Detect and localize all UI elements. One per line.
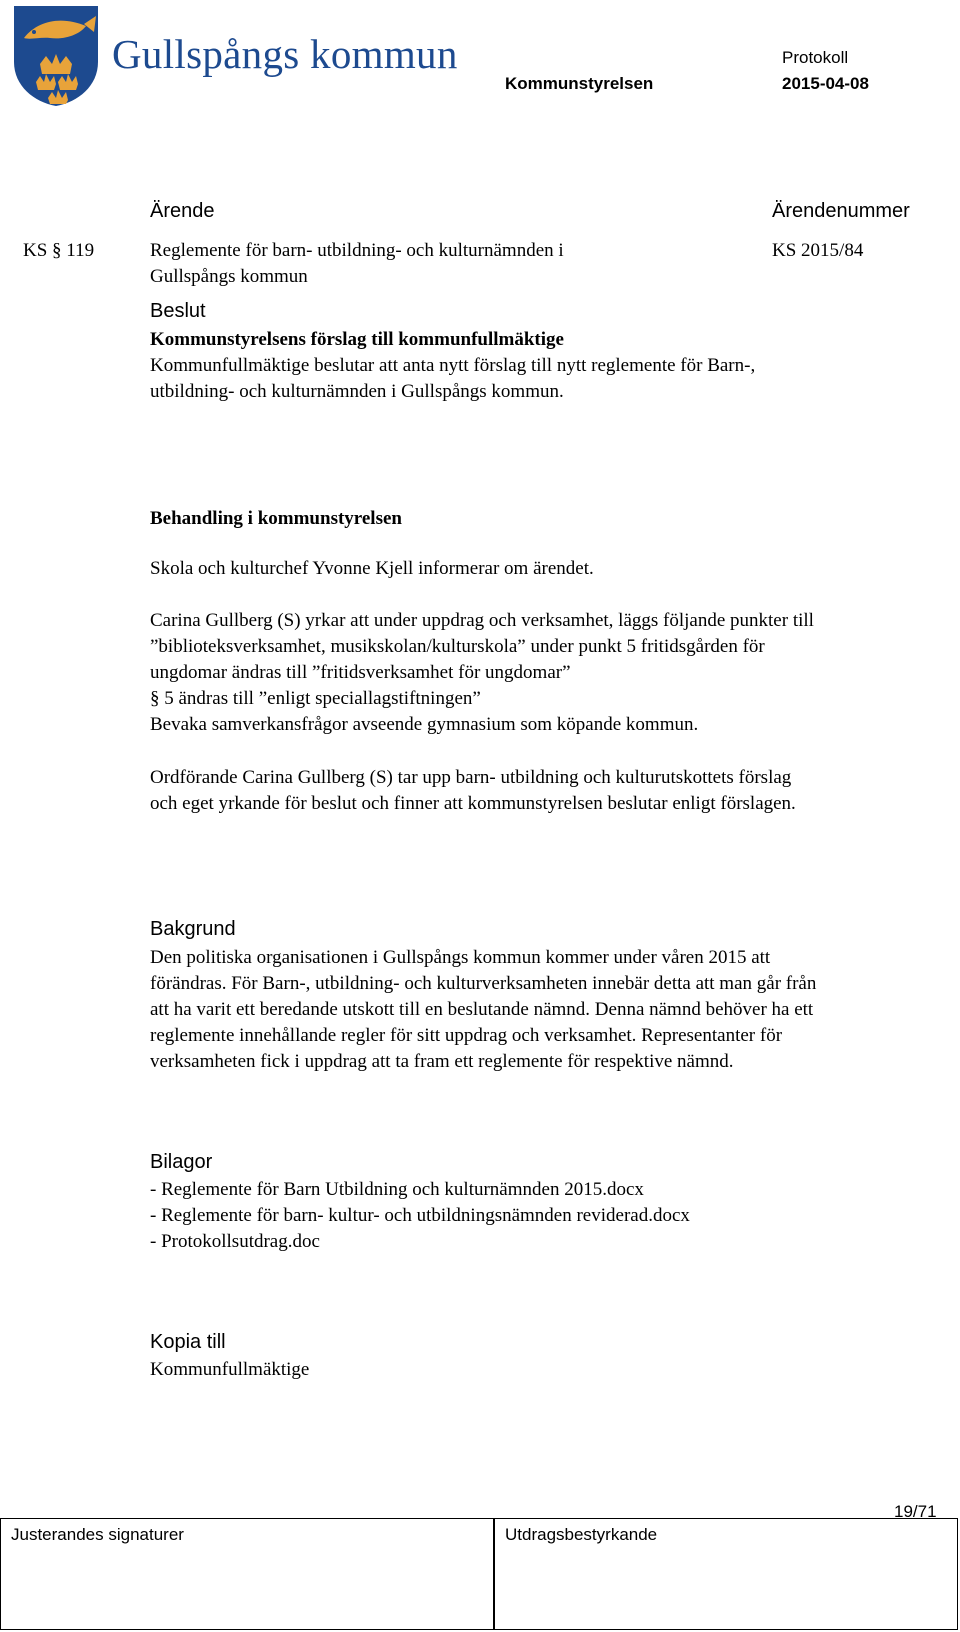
decision-heading: Kommunstyrelsens förslag till kommunfullmäktige [150,329,564,350]
background-line: att ha varit ett beredande utskott till en beslutande nämnd. Denna nämnd behöver ha ett [150,999,814,1020]
background-line: reglemente innehållande regler för sitt uppdrag och verksamhet. Representanter för [150,1025,783,1046]
copy-to-label: Kopia till [150,1331,226,1353]
chair-statement-line: och eget yrkande för beslut och finner att kommunstyrelsen beslutar enligt förslagen. [150,793,796,814]
attachments-label: Bilagor [150,1151,213,1173]
signature-box-divider [493,1519,495,1629]
attachment-item: - Reglemente för barn- kultur- och utbildningsnämnden reviderad.docx [150,1205,690,1226]
case-title-line: Reglemente för barn- utbildning- och kulturnämnden i [150,240,564,261]
signature-box [0,1518,958,1630]
decision-section [150,327,940,405]
copy-recipient: Kommunfullmäktige [150,1359,310,1380]
case-label: Ärende [150,200,215,222]
decision-label: Beslut [150,300,206,322]
background-text [150,945,940,1075]
case-number-label: Ärendenummer [772,200,910,222]
chair-statement-line: Ordförande Carina Gullberg (S) tar upp barn- utbildning och kulturutskottets förslag [150,767,792,788]
attachment-item: - Protokollsutdrag.doc [150,1231,320,1252]
decision-text-line: utbildning- och kulturnämnden i Gullspångs kommun. [150,381,564,402]
document-type: Protokoll [782,48,849,67]
chair-statement [150,765,940,817]
handling-paragraph: Skola och kulturchef Yvonne Kjell informerar om ärendet. [150,558,594,579]
meeting-date: 2015-04-08 [782,74,869,93]
proposal-line: § 5 ändras till ”enligt speciallagstiftningen” [150,688,481,709]
decision-text-line: Kommunfullmäktige beslutar att anta nytt förslag till nytt reglemente för Barn-, [150,355,756,376]
background-line: Den politiska organisationen i Gullspångs kommun kommer under våren 2015 att [150,947,771,968]
case-number: KS 2015/84 [772,240,864,261]
proposal-line: Bevaka samverkansfrågor avseende gymnasium som köpande kommun. [150,714,699,735]
organization-name: Gullspångs kommun [112,31,458,77]
attachments-list [150,1177,940,1255]
background-line: förändras. För Barn-, utbildning- och kulturverksamheten innebär detta att man går från [150,973,817,994]
signatures-label: Justerandes signaturer [11,1525,184,1544]
handling-heading: Behandling i kommunstyrelsen [150,508,402,529]
extract-certification-label: Utdragsbestyrkande [505,1525,658,1544]
page-number: 19/71 [894,1502,937,1521]
background-line: verksamheten fick i uppdrag att ta fram ett reglemente för respektive nämnd. [150,1051,734,1072]
proposal-line: ungdomar ändras till ”fritidsverksamhet för ungdomar” [150,662,571,683]
background-label: Bakgrund [150,918,236,940]
committee-name: Kommunstyrelsen [505,74,654,93]
handling-proposal [150,608,940,738]
paragraph-number: KS § 119 [23,240,95,261]
gullspang-coat-of-arms-logo [10,4,102,108]
case-title-line: Gullspångs kommun [150,266,308,287]
proposal-line: Carina Gullberg (S) yrkar att under uppdrag och verksamhet, läggs följande punkter till [150,610,814,631]
proposal-line: ”biblioteksverksamhet, musikskolan/kulturskola” under punkt 5 fritidsgården för [150,636,765,657]
attachment-item: - Reglemente för Barn Utbildning och kulturnämnden 2015.docx [150,1179,644,1200]
